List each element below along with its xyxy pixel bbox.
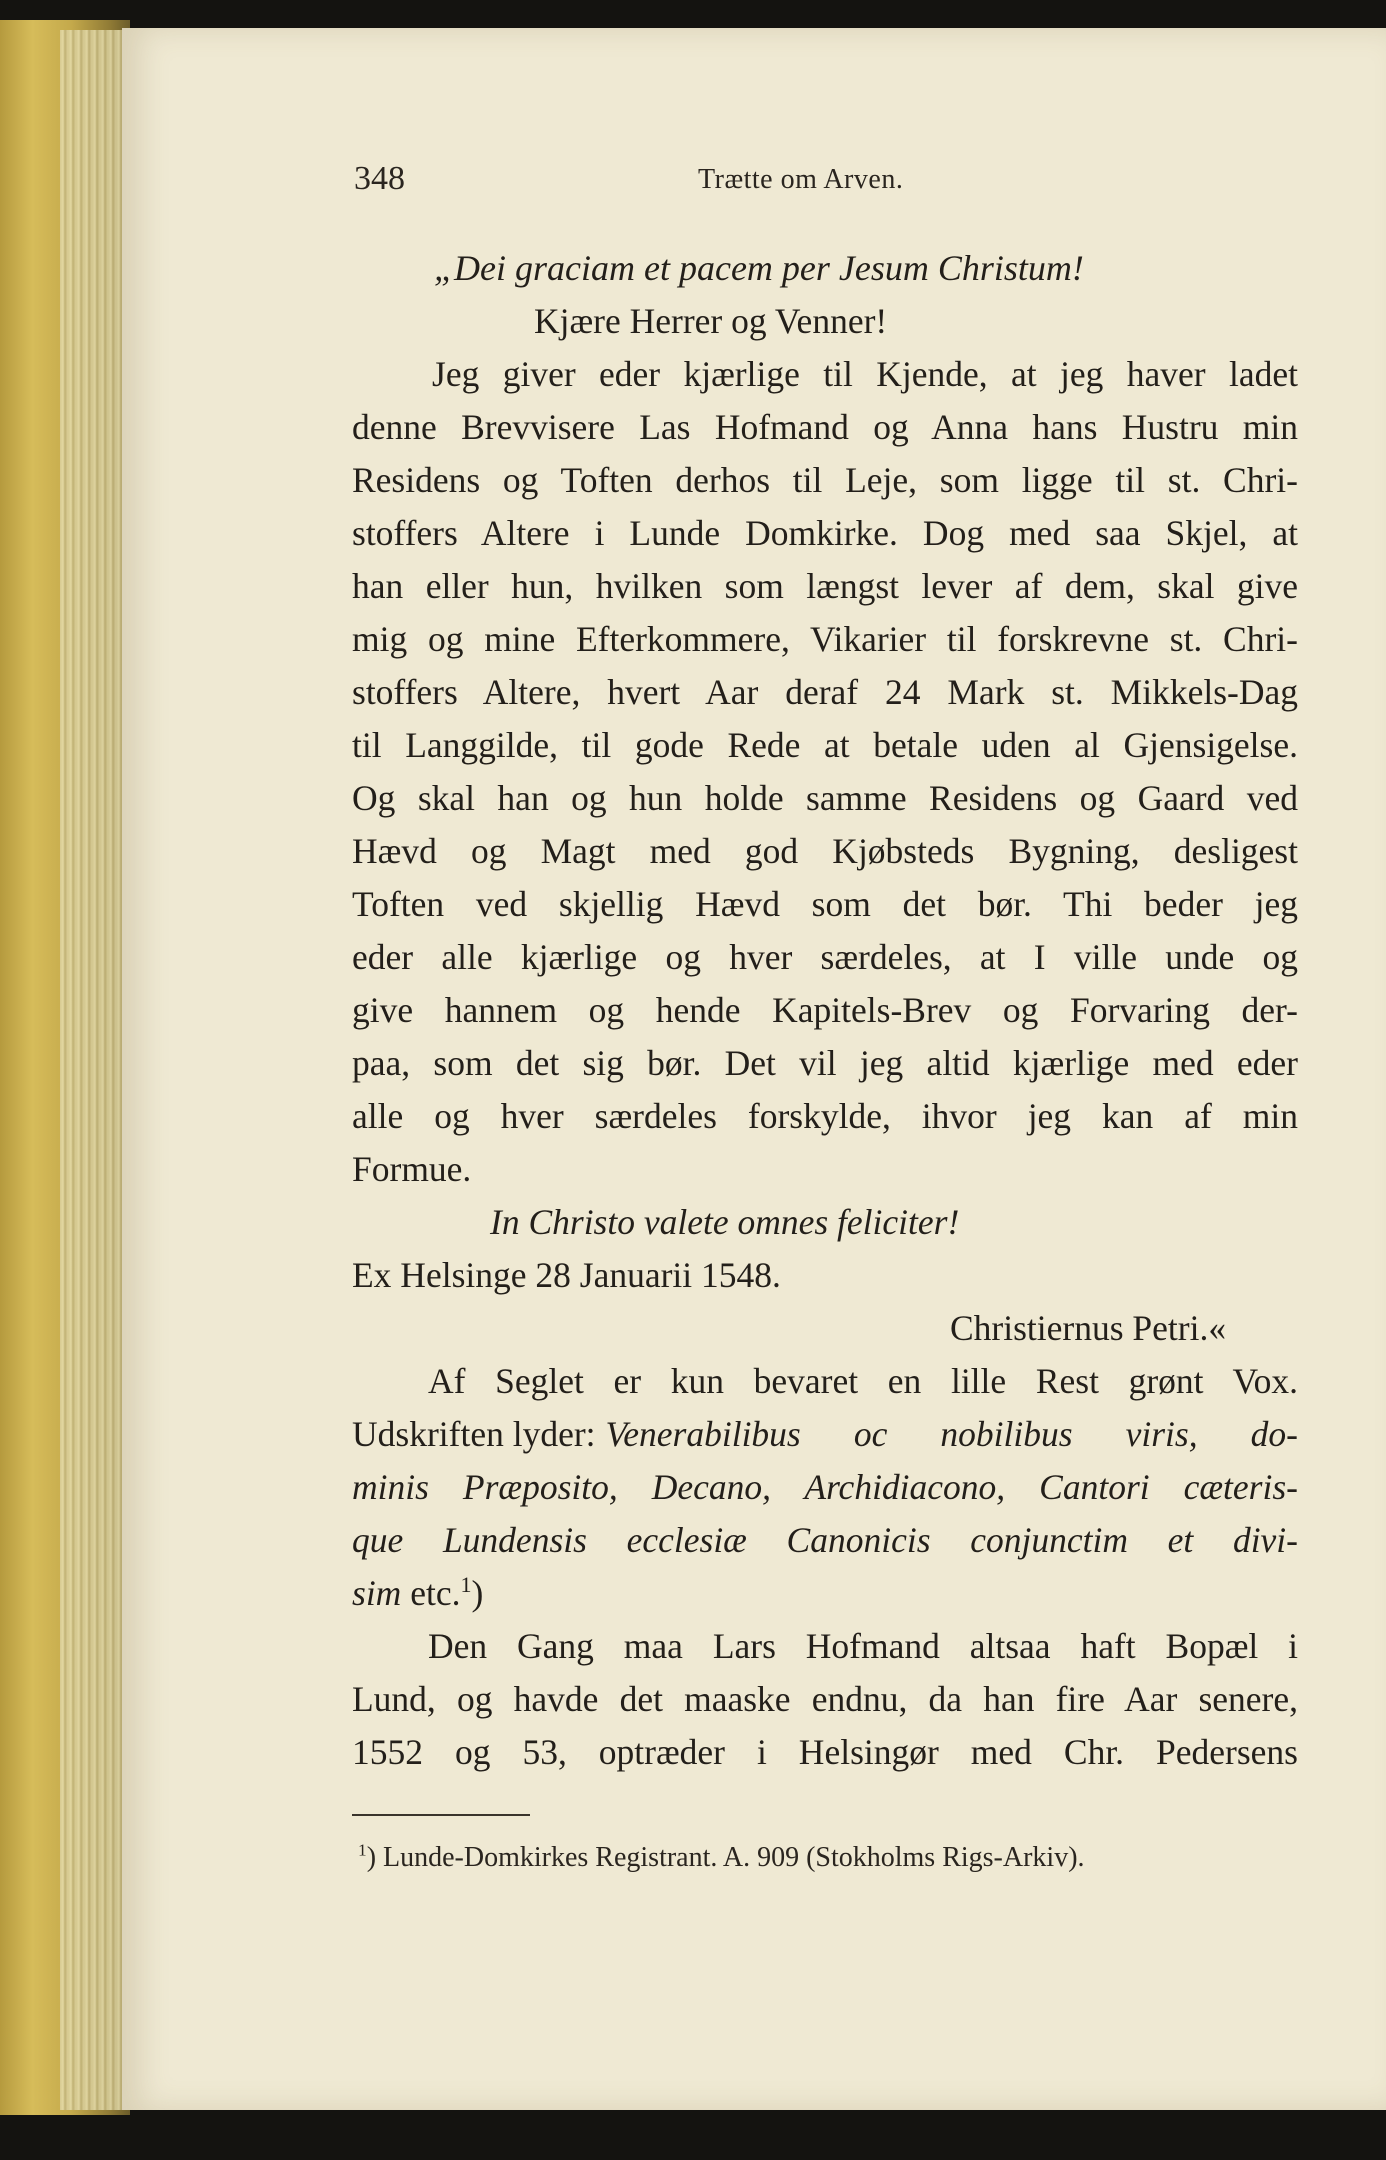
place-date-line: Ex Helsinge 28 Januarii 1548. — [352, 1255, 781, 1295]
valediction-line: In Christo valete omnes feliciter! — [490, 1202, 960, 1242]
footnote-ref-close: ) — [471, 1573, 484, 1613]
page-number: 348 — [354, 160, 405, 197]
footnote-mark-close: ) — [366, 1842, 377, 1873]
text-line: stoffers Altere i Lunde Domkirke. Dog med saa Skjel, at — [352, 513, 1298, 553]
inscription-latin: Venerabilibus oc nobilibus viris, do- — [605, 1414, 1298, 1454]
address-line: Kjære Herrer og Venner! — [534, 301, 888, 341]
text-line: Hævd og Magt med god Kjøbsteds Bygning, desligest — [352, 831, 1298, 871]
text-line: Den Gang maa Lars Hofmand altsaa haft Bopæl i — [428, 1626, 1298, 1666]
text-line: paa, som det sig bør. Det vil jeg altid kjærlige med eder — [352, 1043, 1298, 1083]
page-stack-edges — [60, 30, 130, 2110]
text-line: alle og hver særdeles forskylde, ihvor jeg kan af min — [352, 1096, 1298, 1136]
signature-line: Christiernus Petri.« — [950, 1308, 1227, 1348]
footnote-rule — [352, 1814, 530, 1816]
footnote-mark: 1 — [358, 1840, 367, 1860]
inscription-line-1 — [352, 1408, 1298, 1460]
inscription-intro: Udskriften lyder: — [352, 1414, 596, 1454]
text-line: til Langgilde, til gode Rede at betale uden al Gjensigelse. — [352, 725, 1298, 765]
text-line: give hannem og hende Kapitels-Brev og Forvaring der- — [352, 990, 1298, 1030]
text-line: 1552 og 53, optræder i Helsingør med Chr. Pedersens — [352, 1732, 1298, 1772]
footnote — [358, 1838, 1085, 1878]
inscription-line-3: que Lundensis ecclesiæ Canonicis conjunctim et divi- — [352, 1520, 1298, 1560]
text-line-last: Formue. — [352, 1149, 472, 1189]
text-line: Og skal han og hun holde samme Residens og Gaard ved — [352, 778, 1298, 818]
footnote-ref: 1 — [460, 1572, 472, 1598]
inscription-line-2: minis Præposito, Decano, Archidiacono, Cantori cæteris- — [352, 1467, 1298, 1507]
text-line: stoffers Altere, hvert Aar deraf 24 Mark st. Mikkels-Dag — [352, 672, 1298, 712]
inscription-etc: etc. — [401, 1573, 461, 1613]
text-line: denne Brevvisere Las Hofmand og Anna hans Hustru min — [352, 407, 1298, 447]
footnote-text: Lunde-Domkirkes Registrant. A. 909 (Stokholms Rigs-Arkiv). — [376, 1842, 1085, 1873]
text-line: han eller hun, hvilken som længst lever af dem, skal give — [352, 566, 1298, 606]
text-line: eder alle kjærlige og hver særdeles, at I ville unde og — [352, 937, 1298, 977]
text-line: Toften ved skjellig Hævd som det bør. Thi beder jeg — [352, 884, 1298, 924]
inscription-sim: sim — [352, 1573, 402, 1613]
salutation-line: „Dei graciam et pacem per Jesum Christum! — [434, 248, 1084, 288]
inscription-line-4 — [352, 1567, 483, 1619]
text-line: Lund, og havde det maaske endnu, da han fire Aar senere, — [352, 1679, 1298, 1719]
text-line: Residens og Toften derhos til Leje, som ligge til st. Chri- — [352, 460, 1298, 500]
text-line: Jeg giver eder kjærlige til Kjende, at jeg haver ladet — [432, 354, 1298, 394]
text-line: mig og mine Efterkommere, Vikarier til forskrevne st. Chri- — [352, 619, 1298, 659]
running-title: Trætte om Arven. — [698, 164, 904, 195]
seal-line: Af Seglet er kun bevaret en lille Rest grønt Vox. — [428, 1361, 1298, 1401]
